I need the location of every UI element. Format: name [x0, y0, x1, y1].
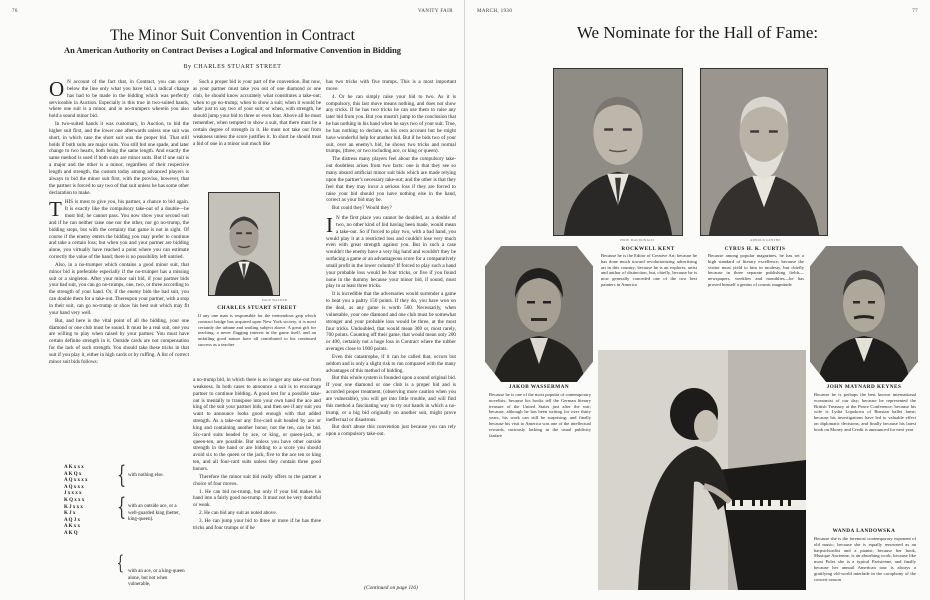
bid-hand: A Q J x — [64, 517, 80, 523]
column-2-bottom — [193, 377, 321, 600]
paragraph: But don't abuse this convention just because you can rely upon a compulsory take-out. — [326, 424, 456, 438]
portrait-image — [598, 350, 806, 590]
list-item: 2. He can bid any suit as noted above. — [199, 510, 277, 517]
nominee-name: CYRUS H. K. CURTIS — [724, 246, 786, 252]
paragraph: 4. Or he can simply raise your bid to two. As it is compulsory, this last move means nothing, and does not show any tricks. If he has two tricks he can use them to raise any later bid from you. But you mustn't jump to the conclusion that he has nothing in his hand when he says two of your suit. True, he has nothing to declare, as his own account but he might have wonderful help for another bid. But if he bids two of your suit, over an enemy's bid, he shows two tricks and normal trumps, (three, or two including ace, or king or queen). — [326, 93, 456, 155]
nominee-caption: Because he is the Editor of Creative Art; because he has done much toward revolutionizing advertising art in this country; because he is an explorer, artist and author of distinction, but, chiefly, because he is now generally conceded one of the two best painters in America — [601, 253, 697, 287]
nominee-name: JAKOB WASSERMAN — [508, 384, 570, 390]
paragraph: It is incredible that the adversaries would surrender a game to beat you a paltry 150 points. If they do, you have won on the deal, as any game is worth 500. Necessarily, when vulnerable, your one diamond and one club must be somewhat stronger and your probable loss would be three, at the most four tricks. Undoubled, that would mean 300 or, most rarely, 700 points. Counting off their game, that would mean only 200 or 400, certainly not a huge loss in Contract where the rubber averages close to 1000 points. — [326, 291, 456, 353]
portrait-charles-stuart-street — [208, 192, 280, 296]
bid-hand: K J x x x — [64, 504, 83, 510]
list-item: 3. He can jump your bid to three or more if he has three tricks and four trumps or if he — [193, 517, 321, 531]
nominee-name: JOHN MAYNARD KEYNES — [826, 384, 902, 390]
paragraph: But, and here is the vital point of all the bidding, your one diamond or one club must be sound. It must be a real suit, one you are willing to play when raised by your partner. You must have certain definite strength in it. Outside cards are not compensation for the lack of such strength. You should take these tricks in that suit if you play it, either in high cards or by ruffing. A list of correct minor suit bids follows: — [49, 317, 189, 365]
portrait-image — [209, 193, 279, 295]
brace-icon: { — [117, 493, 127, 521]
column-3 — [326, 79, 456, 584]
drop-cap: O — [49, 79, 65, 101]
running-head-right: MARCH, 1930 — [477, 9, 513, 14]
bid-hand: A Q x x x x — [64, 478, 88, 484]
paragraph — [49, 79, 189, 120]
article-subtitle: An American Authority on Contract Devises a Logical and Informative Convention in Bidding — [64, 46, 401, 55]
running-head-left: VANITY FAIR — [417, 9, 453, 14]
column-1 — [49, 79, 189, 463]
portrait-image — [554, 69, 682, 235]
brace-icon: { — [117, 461, 127, 489]
nominee-name: WANDA LANDOWSKA — [832, 528, 896, 534]
bid-hand: A K x x — [64, 524, 80, 530]
nominee-name: ROCKWELL KENT — [621, 246, 675, 252]
bid-hand: J x x x x — [64, 491, 82, 497]
byline: By CHARLES STUART STREET — [183, 64, 282, 70]
paragraph-text: N account of the fact that, in Contract, you can score below the line only what you have bid, a radical change has had to be made in the bidding which was perfectly serviceable in Auction. Especially is this true in two-suited hands, where one suit is a minor, and in no-trumpers wherein you also hold a sound minor bid. — [49, 79, 189, 120]
bid-hand: K J x — [64, 511, 76, 517]
paragraph: But could they? Would they? — [332, 205, 392, 212]
nominee-caption: Because she is the foremost contemporary exponent of old music; because she is equally renowned as an harpsichordist and a pianist; because her book, Musique Ancienne, is an absorbing work; because like most Poles she is a typical Parisienne, and finally because her annual American tour is always a gratifying old-world interlude in the cacophony of the concert season — [814, 536, 916, 582]
bid-note: with an ace, or a king-queen alone, but not when vulnerable, — [128, 569, 185, 588]
photo-credit: ARNOLD GENTHE — [750, 238, 781, 242]
portrait-name: CHARLES STUART STREET — [217, 305, 297, 311]
photo-credit: PIRIE MACDONALD — [620, 238, 654, 242]
bid-hand: A K x x x — [64, 465, 84, 470]
photo-wanda-landowska — [598, 350, 806, 590]
paragraph: Even this catastrophe, if it can be called that, occurs but seldom and is only a slight risk to run compared with the many advantages of this method of bidding. — [326, 353, 456, 374]
page-number-left: 76 — [12, 9, 18, 14]
continued-note: (Continued on page 116) — [364, 585, 418, 591]
paragraph: In two-suited hands it was customary, in Auction, to bid the higher suit first, and the lower one afterwards unless one suit was short, in which case the short suit was the proper bid. That still holds if both suits are major suits. You still bid one spade, and later change to two hearts, both being the same length. And exactly the same method is used if both suits are minor suits. But if one suit is a major and the other is a minor, regardless of their respective length and strength, the custom today among advanced players is always to bid the minor suit first, with the proviso, however, that the partner is forced to say two of that suit unless he has some other declaration to make. — [49, 121, 189, 196]
portrait-image — [701, 69, 827, 235]
paragraph: Also, in a no-trumper which contains a good minor suit, that minor bid is preferable especially if the no-trumper has a missing suit or a singleton. After your minor suit bid, if your partner bids your bad suit, you can go no-trumps, one, two, or three according to the strength of your hand. Or, if the enemy bids the bad suit, you can double them for a take-out. Thereupon your partner, with a stop in their suit, can go no-trump or show his best suit which may fit your hand very well. — [49, 261, 189, 316]
drop-cap: T — [49, 197, 62, 222]
nominee-caption: Because he is perhaps the best known international economist of our day; because he represented the British Treasury at the Peace Conference; because his wife is Lydia Lopokova of Russian ballet fame; because his investigations have led to valuable effect on diplomatic decisions; and finally because his latest book on Money and Credit is announced for next year — [814, 392, 916, 432]
paragraph — [49, 199, 189, 261]
hall-of-fame-title: We Nominate for the Hall of Fame: — [576, 23, 819, 42]
bid-hand: A K Q — [64, 530, 78, 536]
bid-note: with an outside ace, or a well-guarded king (better, king-queen). — [128, 504, 180, 523]
paragraph: But this whole system is founded upon a sound original bid. If your one diamond or one club is a proper bid and is accorded proper treatment, (observing more caution when you are vulnerable), you will get into little trouble, and will find this method a fascinating way to try out hands in which a no-trump, or a big bid originally on another suit, might prove ineffectual or disastrous. — [326, 375, 456, 423]
bid-hand: K Q x x x — [64, 497, 85, 503]
nominee-caption: Because among popular magazines, he has set a high standard of literary excellence; because the visitor must yield to him in modesty, but chiefly because in three separate publishing fields—newspapers, weeklies and monthlies—he has proved himself a genius of cosmic magnitude — [708, 253, 804, 287]
portrait-image — [810, 246, 918, 382]
bid-notes — [114, 461, 189, 595]
paragraph-text: N the first place you cannot be doubled, as a double of two, no other kind of bid having been made, would mean a take-out. So if forced to play two, with a bad hand, you would play it at a restricted loss and couldn't lose very much even with great strength against you. But in such a case wouldn't the enemy have a very big hand and wouldn't they be surfacing a game or an advantageous score for a comparatively small profit in the lower column? If forced to play such a hand your probable loss would be four tricks, or five if you found none in the dummy because your minor bid, if sound, must play to at least three tricks. — [326, 215, 456, 290]
page-number-right: 77 — [912, 9, 918, 14]
paragraph: Therefore the minor suit bid really offers to the partner a choice of four moves. — [193, 473, 321, 487]
brace-icon: { — [116, 550, 125, 574]
list-item: 1. He can bid no-trump, but only if your bid makes his hand into a fairly good no-trump. It must not be very doubtful or weak. — [193, 488, 321, 509]
paragraph-text: HIS is most to give you, his partner, a chance to bid again. It is exactly like the compulsory take-out of a double—he must bid; he cannot pass. You now show your second suit and if he can neither raise one nor the other, nor go no-trump, the bidding stops, but with the certainty that game is not in sight. Of course if the enemy enters the bidding you may prefer to continue and take a certain loss; but when you and your partner are bidding alone, you virtually have reached a point where you can estimate correctly the value of the hand; there is no possibility left untried. — [49, 199, 189, 261]
portrait-caption: If any one man is responsible for the tremendous grip which contract bridge has acquired upon New York society, it is most certainly the urbane and smiling subject above. A great gift for teaching, a never flagging interest in the game itself, and an unfailing good nature have all contributed to his continued success as a teacher — [198, 313, 316, 347]
bid-hand: A Q x x x — [64, 484, 84, 490]
paragraph: has two tricks with five trumps. This is a most important move. — [326, 79, 456, 92]
paragraph: Such a proper bid is your part of the convention. But now, as your partner must take you out of one diamond or one club, he should know accurately what constitutes a take-out; when to go no-trump; when to show a suit; when it would be safer just to say two of your suit; or when, with strength, he should jump your bid to three or even four. Above all he must remember, when tempted to show a suit, that there must be a certain degree of strength in it. He must not take out from weakness unless the score justifies it. In short he should treat a bid of one in a minor suit much like — [193, 79, 321, 147]
paragraph: a no-trump bid, in which there is no longer any take-out from weakness. In both cases to announce a suit is to encourage partner to continue bidding. A good test for a possible take-out is mentally to transpose into your own hand the ace and king of the suit your partner bids, and then see if any suit you want to announce looks good enough with that added strength. As a take-out any five-card suit headed by ace or king and containing another honor, not the ten, can be bid. Six-card suits headed by ace, or king, or queen-jack, or queen-ten, are possible. But unless you have other outside strength in the hand or are bidding to a score you should avoid six to the queen or the jack, five to the ace ten or king ten, and all four-card suits unless they contain three good honors. — [193, 377, 321, 472]
right-page — [465, 0, 930, 600]
column-2-top — [193, 79, 321, 187]
bid-hand-list — [64, 465, 114, 538]
photo-jakob-wassermann — [485, 246, 593, 382]
bid-note: with nothing else. — [128, 473, 164, 478]
photo-john-maynard-keynes — [810, 246, 918, 382]
paragraph — [326, 215, 456, 290]
photo-cyrus-curtis — [700, 68, 828, 236]
photo-credit: PAGE WALKER — [262, 298, 288, 302]
nominee-caption: Because he is one of the most popular of contemporary novelists; because his books tell the German literary treasure of the United States just after the war; because, although he has been writing for over thirty years, his work can still be surprising; and finally because his visit to America was one of the intellectual rewards, curiously lacking in the usual publicity fanfare — [489, 392, 591, 438]
bid-hand: A K Q x — [64, 471, 82, 477]
paragraph: The distress many players feel about the compulsory take-out doubtless arises from two facts: one is that they see so many absurd artificial minor suit bids which are made relying upon the partner's necessary take-out; and the other is that they feel that they may incur a serious loss if they are forced to raise your bid should you have nothing else in the hand, correct as your bid may be. — [326, 156, 456, 204]
photo-rockwell-kent — [553, 68, 683, 236]
portrait-image — [485, 246, 593, 382]
article-title: The Minor Suit Convention in Contract — [110, 27, 355, 44]
drop-cap: I — [326, 213, 333, 238]
